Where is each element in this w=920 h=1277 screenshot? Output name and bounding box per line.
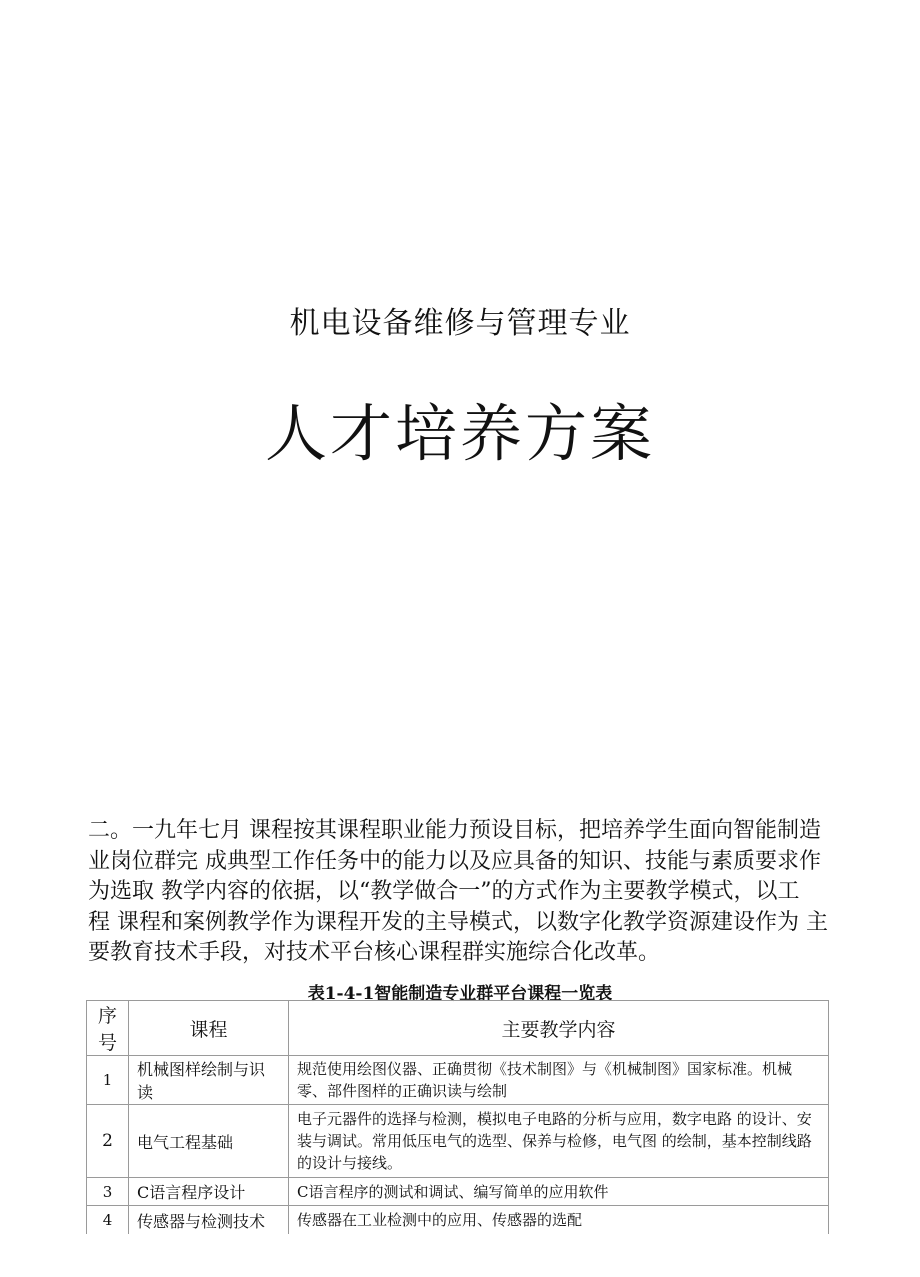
header-course: 课程: [129, 1001, 289, 1056]
paragraph-line: 程 课程和案例教学作为课程开发的主导模式，以数字化教学资源建设作为 主: [88, 909, 828, 935]
row-content: 规范使用绘图仪器、正确贯彻《技术制图》与《机械制图》国家标准。机械零、部件图样的正确识读与绘制: [289, 1056, 829, 1105]
table-row: [87, 1056, 829, 1105]
cover-subtitle: 机电设备维修与管理专业: [289, 306, 631, 341]
row-content: 电子元器件的选择与检测，模拟电子电路的分析与应用，数字电路 的设计、安装与调试。常用低压电气的选型、保养与检修，电气图 的绘制，基本控制线路的设计与接线。: [289, 1105, 829, 1178]
row-content: 传感器在工业检测中的应用、传感器的选配: [289, 1206, 829, 1235]
table-row: [87, 1105, 829, 1178]
cover-title: 人才培养方案: [264, 397, 655, 470]
table-row: [87, 1178, 829, 1206]
table-header-row: [87, 1001, 829, 1056]
row-num: 3: [87, 1178, 129, 1206]
row-course: 机械图样绘制与识读: [129, 1056, 289, 1105]
paragraph-line: 业岗位群完 成典型工作任务中的能力以及应具备的知识、技能与素质要求作: [88, 848, 821, 874]
header-num: 序号: [87, 1001, 129, 1056]
row-course: 电气工程基础: [129, 1105, 289, 1178]
row-num: 1: [87, 1056, 129, 1105]
row-num: 4: [87, 1206, 129, 1235]
header-content: 主要教学内容: [289, 1001, 829, 1056]
row-course: C语言程序设计: [129, 1178, 289, 1206]
row-num: 2: [87, 1105, 129, 1178]
row-content: C语言程序的测试和调试、编写简单的应用软件: [289, 1178, 829, 1206]
paragraph-line: 二。一九年七月 课程按其课程职业能力预设目标，把培养学生面向智能制造: [88, 818, 821, 843]
row-course: 传感器与检测技术: [129, 1206, 289, 1235]
table-row: [87, 1206, 829, 1235]
course-table: [86, 1000, 829, 1234]
table-caption: 表1-4-1智能制造专业群平台课程一览表: [307, 984, 613, 1004]
paragraph-line: 为选取 教学内容的依据，以“教学做合一”的方式作为主要教学模式，以工: [88, 879, 800, 904]
body-paragraph: [88, 816, 833, 969]
paragraph-line: 要教育技术手段，对技术平台核心课程群实施综合化改革。: [88, 940, 661, 965]
